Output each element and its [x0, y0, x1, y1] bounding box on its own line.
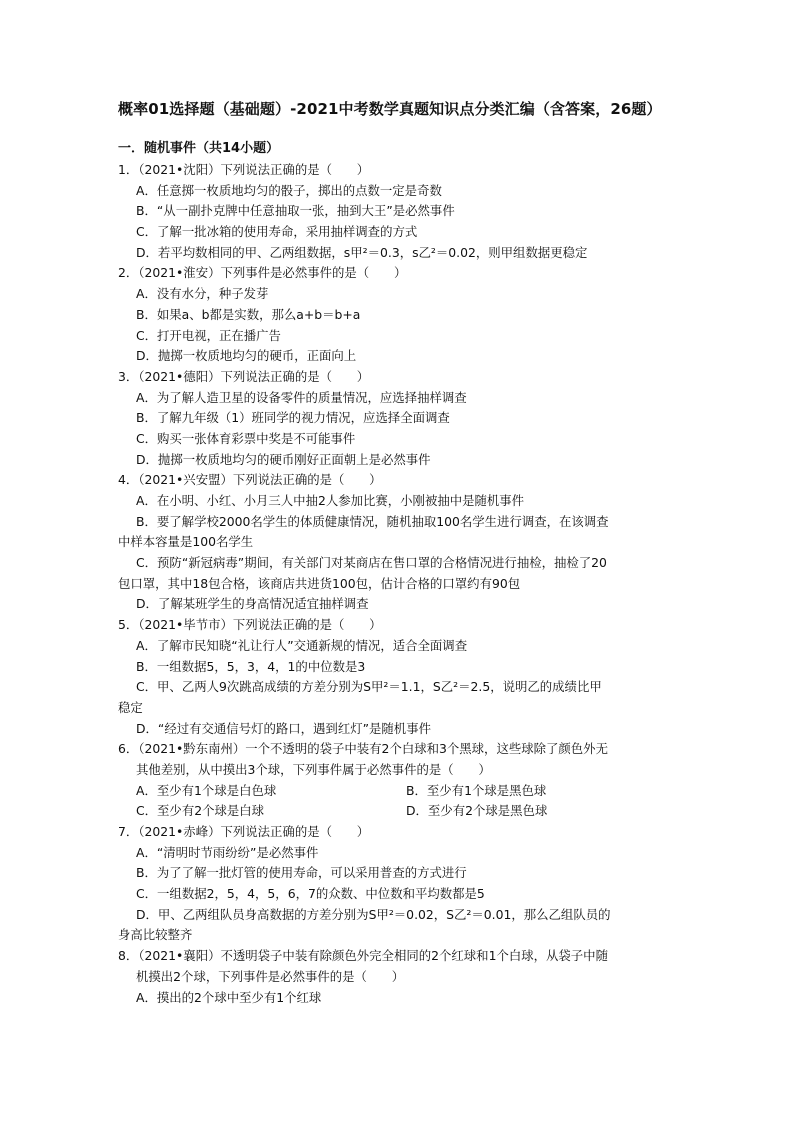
question-1	[118, 160, 678, 263]
option-d-continued: 身高比较整齐	[118, 927, 193, 943]
option-c-continued: 稳定	[118, 699, 143, 715]
option-a: A．任意掷一枚质地均匀的骰子，掷出的点数一定是奇数	[136, 182, 442, 198]
option-c: C．购买一张体育彩票中奖是不可能事件	[136, 430, 356, 446]
document-title: 概率01选择题（基础题）-2021中考数学真题知识点分类汇编（含答案，26题）	[118, 100, 662, 118]
option-a: A．“清明时节雨纷纷”是必然事件	[136, 844, 319, 860]
question-stem: 2．（2021•淮安）下列事件是必然事件的是（ ）	[118, 265, 407, 281]
option-row-ab	[118, 781, 678, 802]
option-c: C．了解一批冰箱的使用寿命，采用抽样调查的方式	[136, 224, 418, 240]
option-d: D．“经过有交通信号灯的路口，遇到红灯”是随机事件	[136, 720, 431, 736]
option-d: D．了解某班学生的身高情况适宜抽样调查	[136, 596, 369, 612]
question-list	[118, 160, 678, 1008]
option-c: C．甲、乙两人9次跳高成绩的方差分别为S甲²＝1.1，S乙²＝2.5，说明乙的成绩比甲	[136, 679, 602, 695]
option-c: C．打开电视，正在播广告	[136, 327, 281, 343]
option-b: B．一组数据5，5，3，4，1的中位数是3	[136, 658, 366, 674]
question-6	[118, 739, 678, 822]
option-d: D．至少有2个球是黑色球	[406, 803, 548, 819]
question-stem: 3．（2021•德阳）下列说法正确的是（ ）	[118, 368, 370, 384]
option-c: C．预防“新冠病毒”期间，有关部门对某商店在售口罩的合格情况进行抽检，抽检了20	[136, 555, 607, 571]
option-b: B．“从一副扑克牌中任意抽取一张，抽到大王”是必然事件	[136, 203, 455, 219]
option-a: A．为了解人造卫星的设备零件的质量情况，应选择抽样调查	[136, 389, 467, 405]
question-4	[118, 470, 678, 615]
question-5	[118, 615, 678, 739]
option-a: A．至少有1个球是白色球	[136, 782, 277, 798]
option-b-continued: 中样本容量是100名学生	[118, 534, 254, 550]
option-b: B．如果a、b都是实数，那么a+b＝b+a	[136, 306, 361, 322]
option-b: B．了解九年级（1）班同学的视力情况，应选择全面调查	[136, 410, 450, 426]
question-8	[118, 946, 678, 1008]
question-stem-continued: 机摸出2个球，下列事件是必然事件的是（ ）	[136, 968, 405, 984]
option-d: D．甲、乙两组队员身高数据的方差分别为S甲²＝0.02，S乙²＝0.01，那么乙组队员的	[136, 906, 611, 922]
option-c: C．一组数据2，5，4，5，6，7的众数、中位数和平均数都是5	[136, 886, 485, 902]
option-a: A．没有水分，种子发芽	[136, 286, 269, 302]
option-d: D．抛掷一枚质地均匀的硬币，正面向上	[136, 348, 357, 364]
section-heading: 一．随机事件（共14小题）	[118, 141, 280, 156]
option-a: A．摸出的2个球中至少有1个红球	[136, 989, 322, 1005]
option-c: C．至少有2个球是白球	[136, 803, 265, 819]
question-stem: 4．（2021•兴安盟）下列说法正确的是（ ）	[118, 472, 382, 488]
question-stem: 6．（2021•黔东南州）一个不透明的袋子中装有2个白球和3个黑球，这些球除了颜色外无	[118, 741, 608, 757]
question-stem: 1．（2021•沈阳）下列说法正确的是（ ）	[118, 162, 370, 177]
question-7	[118, 822, 678, 946]
question-stem-continued: 其他差别，从中摸出3个球，下列事件属于必然事件的是（ ）	[136, 761, 491, 777]
question-stem: 7．（2021•赤峰）下列说法正确的是（ ）	[118, 824, 370, 839]
option-a: A．在小明、小红、小月三人中抽2人参加比赛，小刚被抽中是随机事件	[136, 493, 525, 508]
option-b: B．要了解学校2000名学生的体质健康情况，随机抽取100名学生进行调查，在该调查	[136, 513, 609, 529]
question-stem: 8．（2021•襄阳）不透明袋子中装有除颜色外完全相同的2个红球和1个白球，从袋子中随	[118, 948, 608, 964]
question-3	[118, 367, 678, 470]
option-d: D．抛掷一枚质地均匀的硬币刚好正面朝上是必然事件	[136, 451, 431, 467]
option-c-continued: 包口罩，其中18包合格，该商店共进货100包，估计合格的口罩约有90包	[118, 575, 521, 591]
question-2	[118, 263, 678, 366]
option-d: D．若平均数相同的甲、乙两组数据，s甲²＝0.3，s乙²＝0.02，则甲组数据更稳定	[136, 244, 588, 260]
option-b: B．为了了解一批灯管的使用寿命，可以采用普查的方式进行	[136, 865, 467, 881]
question-stem: 5．（2021•毕节市）下列说法正确的是（ ）	[118, 617, 382, 633]
option-b: B．至少有1个球是黑色球	[406, 782, 547, 798]
option-row-cd	[118, 801, 678, 822]
option-a: A．了解市民知晓“礼让行人”交通新规的情况，适合全面调查	[136, 637, 468, 653]
